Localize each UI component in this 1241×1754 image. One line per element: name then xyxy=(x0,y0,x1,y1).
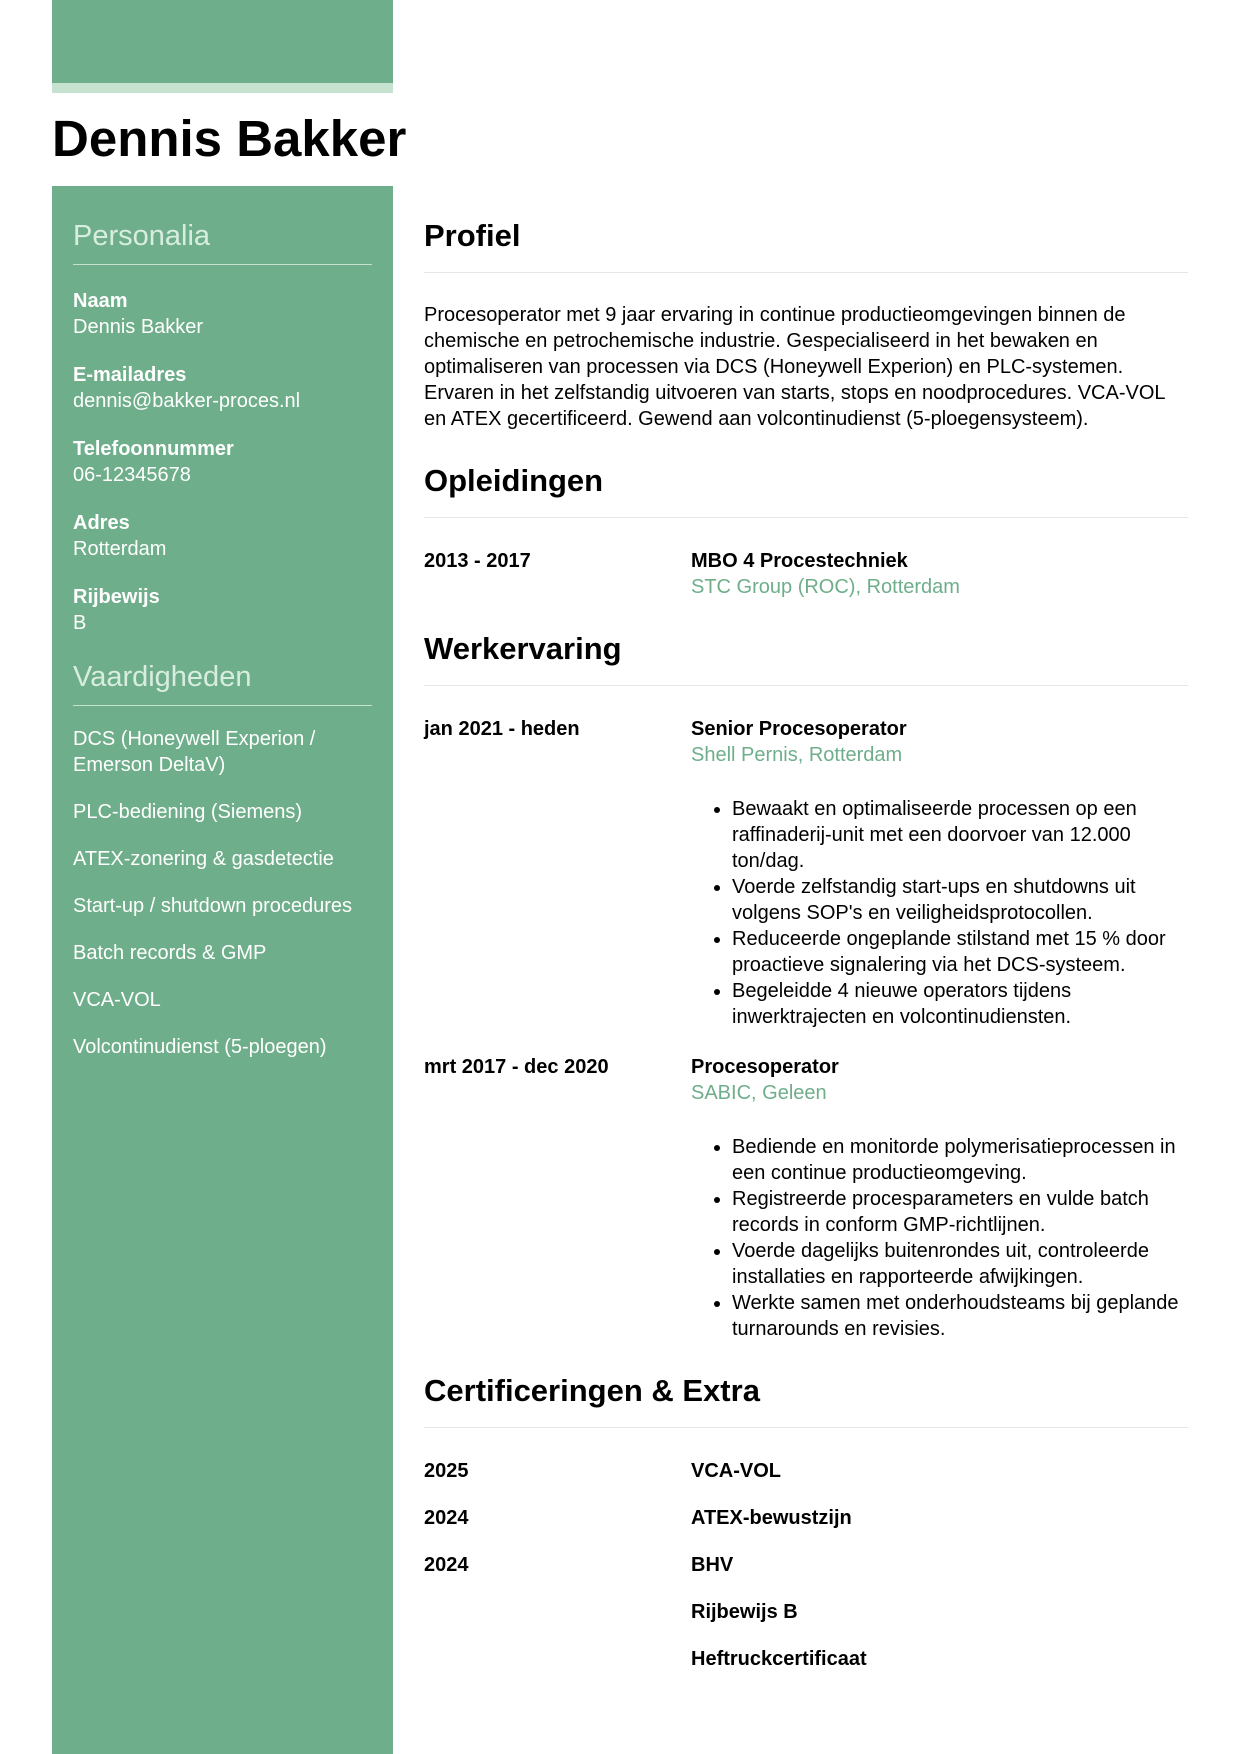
main-content xyxy=(424,214,1188,1693)
entry-title: ATEX-bewustzijn xyxy=(691,1507,852,1529)
section-title: Certificeringen & Extra xyxy=(424,1373,760,1408)
responsibility-item: • Begeleidde 4 nieuwe operators tijdens inwerktrajecten en volcontinudiensten. xyxy=(732,978,1188,1030)
entry-title: Rijbewijs B xyxy=(691,1601,798,1623)
field-email xyxy=(73,362,372,414)
responsibility-item: • Reduceerde ongeplande stilstand met 15 % door proactieve signalering via het DCS-systeem. xyxy=(732,926,1188,978)
section-divider xyxy=(424,517,1188,518)
profile-section xyxy=(424,214,1188,432)
skills-title: Vaardigheden xyxy=(73,661,252,693)
field-label: Naam xyxy=(73,290,128,312)
section-divider xyxy=(424,272,1188,273)
responsibility-item: • Voerde dagelijks buitenrondes uit, controleerde installaties en rapporteerde afwijkingen. xyxy=(732,1238,1188,1290)
entry-body xyxy=(691,716,1188,1030)
responsibility-item: • Bediende en monitorde polymerisatieprocessen in een continue productieomgeving. xyxy=(732,1134,1188,1186)
entry-date xyxy=(424,1599,691,1625)
work-entry xyxy=(424,1054,1188,1342)
entry-body xyxy=(691,1552,1188,1578)
responsibility-item: • Registreerde procesparameters en vulde batch records in conform GMP-richtlijnen. xyxy=(732,1186,1188,1238)
certifications-section xyxy=(424,1369,1188,1672)
certification-entry xyxy=(424,1552,1188,1578)
work-entries xyxy=(424,716,1188,1342)
skill-item: ATEX-zonering & gasdetectie xyxy=(73,848,334,870)
field-label: Rijbewijs xyxy=(73,586,160,608)
skills-divider xyxy=(73,705,372,706)
entry-date: 2013 - 2017 xyxy=(424,550,531,572)
education-entry xyxy=(424,548,1188,600)
entry-date: jan 2021 - heden xyxy=(424,718,580,740)
field-label: Adres xyxy=(73,512,130,534)
field-value: 06-12345678 xyxy=(73,464,191,486)
skill-item: PLC-bediening (Siemens) xyxy=(73,801,303,823)
skill-item: Start-up / shutdown procedures xyxy=(73,895,353,917)
entry-date: 2024 xyxy=(424,1554,469,1576)
responsibility-item: • Bewaakt en optimaliseerde processen op een raffinaderij-unit met een doorvoer van 12.000 ton/dag. xyxy=(732,796,1188,874)
section-title: Profiel xyxy=(424,218,521,253)
entry-title: Procesoperator xyxy=(691,1056,839,1078)
work-section xyxy=(424,627,1188,1342)
certification-entry xyxy=(424,1458,1188,1484)
entry-title: Heftruckcertificaat xyxy=(691,1648,867,1670)
section-title: Opleidingen xyxy=(424,463,604,498)
responsibility-item: • Werkte samen met onderhoudsteams bij geplande turnarounds en revisies. xyxy=(732,1290,1188,1342)
skill-item: Volcontinudienst (5-ploegen) xyxy=(73,1036,327,1058)
work-entry xyxy=(424,716,1188,1030)
responsibilities-list xyxy=(691,1134,1188,1342)
field-address xyxy=(73,510,372,562)
entry-body xyxy=(691,1458,1188,1484)
field-value: dennis@bakker-proces.nl xyxy=(73,390,301,412)
skill-item: DCS (Honeywell Experion / Emerson DeltaV) xyxy=(73,728,316,776)
header-accent-stripe xyxy=(52,83,393,93)
personalia-title: Personalia xyxy=(73,220,211,252)
entry-date: mrt 2017 - dec 2020 xyxy=(424,1056,609,1078)
entry-title: VCA-VOL xyxy=(691,1460,781,1482)
education-entries xyxy=(424,548,1188,600)
entry-date: 2025 xyxy=(424,1460,469,1482)
entry-date: 2024 xyxy=(424,1507,469,1529)
personal-fields xyxy=(73,288,372,636)
entry-body xyxy=(691,1599,1188,1625)
entry-body xyxy=(691,1505,1188,1531)
entry-organization: Shell Pernis, Rotterdam xyxy=(691,744,903,766)
skill-item: VCA-VOL xyxy=(73,989,161,1011)
candidate-name: Dennis Bakker xyxy=(52,110,407,167)
entry-title: MBO 4 Procestechniek xyxy=(691,550,908,572)
entry-date xyxy=(424,1646,691,1672)
section-title: Werkervaring xyxy=(424,631,622,666)
certification-entry xyxy=(424,1646,1188,1672)
certification-entry xyxy=(424,1599,1188,1625)
entry-organization: STC Group (ROC), Rotterdam xyxy=(691,576,960,598)
entry-organization: SABIC, Geleen xyxy=(691,1082,827,1104)
certification-entries xyxy=(424,1458,1188,1672)
field-value: Dennis Bakker xyxy=(73,316,204,338)
education-section xyxy=(424,459,1188,600)
section-divider xyxy=(424,1427,1188,1428)
entry-title: BHV xyxy=(691,1554,734,1576)
entry-body xyxy=(691,548,1188,600)
personalia-divider xyxy=(73,264,372,265)
section-divider xyxy=(424,685,1188,686)
entry-body xyxy=(691,1054,1188,1342)
entry-body xyxy=(691,1646,1188,1672)
header-color-block xyxy=(52,0,393,83)
field-value: Rotterdam xyxy=(73,538,167,560)
field-phone xyxy=(73,436,372,488)
skills-list xyxy=(73,726,372,1060)
field-drivers-license xyxy=(73,584,372,636)
field-label: Telefoonnummer xyxy=(73,438,234,460)
responsibility-item: • Voerde zelfstandig start-ups en shutdowns uit volgens SOP's en veiligheidsprotocollen. xyxy=(732,874,1188,926)
field-name xyxy=(73,288,372,340)
certification-entry xyxy=(424,1505,1188,1531)
entry-title: Senior Procesoperator xyxy=(691,718,907,740)
skill-item: Batch records & GMP xyxy=(73,942,267,964)
field-value: B xyxy=(73,612,87,634)
field-label: E-mailadres xyxy=(73,364,187,386)
sidebar xyxy=(52,186,393,1754)
responsibilities-list xyxy=(691,796,1188,1030)
profile-text: Procesoperator met 9 jaar ervaring in continue productieomgevingen binnen de chemische en petrochemische industrie. Gespecialiseerd in het bewaken en optimaliseren van processen via DCS (Honeywell Experion) en PLC-systemen. Ervaren in het zelfstandig uitvoeren van starts, stops en noodprocedures. VCA-VOL en ATEX gecertificeerd. Gewend aan volcontinudienst (5-ploegensysteem). xyxy=(424,304,1165,430)
